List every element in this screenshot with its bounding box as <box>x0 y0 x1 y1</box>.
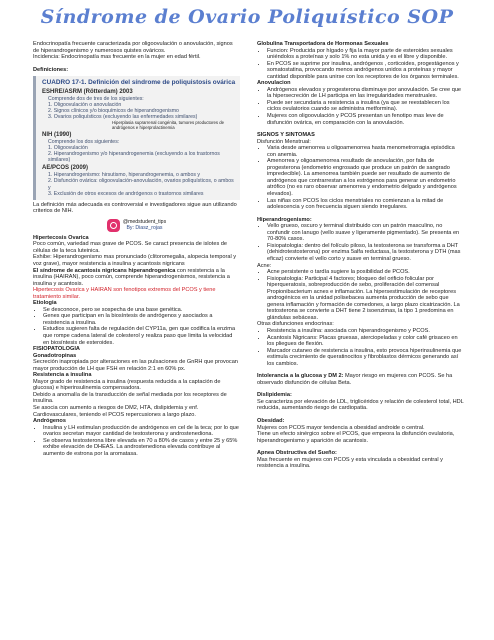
paragraph: Mas frecuente en mujeres con PCOS y esta vinculada a obesidad central y resistencia a insulina. <box>257 456 443 470</box>
list-item: • Insulina y LH estimulan producción de andrógenos en cel de la teca; por lo que ovarios secretan mayor cantidad de testosterona y androstenediona. <box>43 425 240 438</box>
criteria-item: 1. Oligoovulación o anovulación <box>48 101 122 108</box>
bullet-list <box>33 307 240 346</box>
left-column <box>33 41 240 457</box>
list-item: • Se observa testosterona libre elevada en 70 a 80% de casos y entre 25 y 65% exhibe elevación de DHEAS. La androstenediona elevada contribuye al aumento de estrona por la aromatasa. <box>43 438 240 458</box>
section-heading: Globulina Transportadora de Hormonas Sexuales <box>257 41 389 47</box>
subsection-heading: Resistencia a insulina <box>33 372 92 379</box>
bullet-list <box>257 223 464 262</box>
section-heading: Etiologia <box>33 300 57 307</box>
subsection-heading: Otras disfunciones endocrinas: <box>257 321 334 328</box>
paragraph: Se caracteriza por elevación de LDL, triglicéridos y relación de colesterol total, HDL reducida, aumentando riesgo de cardiopatia. <box>257 398 464 412</box>
criteria-lead: Comprende dos de tres de los siguientes: <box>48 95 144 102</box>
list-item: • Puede ser secundaria a resistencia a insulina (ya que se reestablecen los ciclos ovulatorios cuando se administra metformina). <box>267 100 464 113</box>
criteria-item: 1. Hiperandrogenismo: hirsutismo, hiperandrogenemia, o ambos y <box>48 172 200 179</box>
list-item: • Fisiopatologia: dentro del folículo piloso, la testosterona se transforma a DHT (dehidrotestosterona) por enzima 5alfa reductasa, la testosterona y DTH (mas eficaz) convierte el vello corto y suave en terminal grueso. <box>267 243 464 263</box>
criteria-item: 3. Exclusión de otros excesos de andrógenos o trastornos similares <box>48 190 204 197</box>
glucose-paragraph: Intolerancia a la glucosa y DM 2: Mayor riesgo en mujeres con PCOS. Se ha observado disfunción de células Beta. <box>257 373 453 386</box>
bullet-list <box>257 269 464 321</box>
criteria-nih: NIH (1990) <box>42 131 72 138</box>
paragraph: Mujeres con PCOS mayor tendencia a obesidad androide o central. <box>257 424 425 431</box>
section-heading: Anovulacion <box>257 80 291 87</box>
list-item: • Amenorrea y oligoamenorrea resultado de anovulación, por falta de progesterona (endometrio engrosado que produce un patrón de sangrado impredecible). La amenorrea también puede ser resultado de aumento de andrógenos que contrarrestan a los estrógenos para generar un endometrio atrófico (no es raro observar amenorrea y endometrio delgado y andrógenos elevados). <box>267 158 464 197</box>
handwritten-note: Hiperplasia suprarrenal congénita, tumores productores de andrógenos e hiperprolactinemia <box>112 119 225 130</box>
subsection-heading: Andrógenos <box>33 418 66 425</box>
paragraph: Secreción inapropiada por alteraciones en las pulsaciones de GnRH que provocan mayor producción de LH que FSH en relación 2:1 en 60% px. <box>33 359 238 372</box>
instagram-handle: @medstudent_tips <box>122 219 167 226</box>
intro-paragraph: Endocrinopatía frecuente caracterizada por oligoovulación o anovulación, signos de hiperandrogenismo y numerosos quistes ováricos. <box>33 41 233 54</box>
subsection-heading: Disfunción Menstrual: <box>257 138 311 145</box>
list-item: • Se desconoce, pero se sospecha de una base genética. <box>43 307 240 314</box>
paragraph: Mayor grado de resistencia a insulina (respuesta reducida a la captación de glucosa) e hiperinsulinemia compensadora. <box>33 378 221 392</box>
page-title: Síndrome de Ovario Poliquístico SOP <box>40 6 454 28</box>
table-title: CUADRO 17-1. Definición del síndrome de poliquistosis ovárica <box>42 79 236 87</box>
list-item: • Mujeres con oligoovulación y PCOS presentan un fenotipo mas leve de disfunción ovárica, en comparación con la anovulación. <box>267 113 464 126</box>
list-item: • Genes que participan en la biosíntesis de andrógenos y asociados a resistencia a insulina. <box>43 313 240 326</box>
criteria-lead: Comprende los dos siguientes: <box>48 138 120 145</box>
list-item: • Acne persistente o tardía sugiere la posibilidad de PCOS. <box>267 269 464 276</box>
list-item: • En PCOS se suprime por insulina, andrógenos , corticoides, progestágenos y somatostatina, provocando menos andrógenos unidos a proteínas y mayor cantidad disponible para unirse con los receptores de los órganos terminales. <box>267 61 464 81</box>
criteria-item: 3. Ovarios poliquísticos (excluyendo las enfermedades similares) <box>48 113 198 120</box>
criteria-item: 2. Hiperandrogenismo y/o hiperandrogenemia (excluyendo a los trastornos similares) <box>48 151 220 164</box>
list-item: • Acantosis Nigricans: Placas gruesas, aterciopeladas y color café grisaceo en los pliegues de flexión. <box>267 335 464 348</box>
criteria-item: 1. Oligoovulación <box>48 145 88 152</box>
section-heading: Obesidad: <box>257 417 285 424</box>
definition-table <box>33 76 240 200</box>
section-heading: FISIOPATOLOGIA <box>33 346 80 353</box>
list-item: • Las niñas con PCOS los ciclos menstriales no comienzan a la mitad de adolescencia y con frecuencia siguen siendo irregulares. <box>267 198 464 211</box>
section-heading: Apnea Obstructiva del Sueño: <box>257 450 337 457</box>
criteria-ae-pcos: AE/PCOS (2009) <box>42 165 89 172</box>
paragraph: Exhibe: Hiperandrogenismo mas pronunciado (clitoromegalia, alopecia temporal y voz grave), mayor resistencia a insulina y acantosis nigricans <box>33 254 237 267</box>
bullet-list <box>257 328 464 367</box>
right-column <box>257 41 464 470</box>
subsection-heading: Acne: <box>257 262 272 269</box>
bullet-list <box>257 48 464 81</box>
incidence-paragraph: Incidencia: Endocrinopatía mas frecuente en la mujer en edad fértil. <box>33 54 201 61</box>
paragraph: Se asocia con aumento a riesgos de DM2, HTA, dislipidemia y enf. Cardiovasculares, teniendo el PCOS repercusiones a largo plazo. <box>33 405 199 418</box>
paragraph: Poco común, variedad mas grave de PCOS. Se caract presencia de islotes de células de la teca luteinica. <box>33 241 228 254</box>
subsection-heading: Gonadotropinas <box>33 352 77 359</box>
criteria-item: 2. Signos clínicos y/o bioquímicos de hiperandrogenismo <box>48 107 179 114</box>
section-heading: Hipertecosis Ovarica <box>33 234 89 241</box>
list-item: • Resistencia a insulina: asociada con hiperandrogenismo y PCOS. <box>267 328 464 335</box>
acantosis-paragraph: El síndrome de acantosis nigricans hiperandrogenica con resistencia a la insulina (HAIRAN), poco común, comprende hiperandrogenismos, resistencia a insulina y acantosis. <box>33 267 230 287</box>
list-item: • Andrógenos elevados y progesterona disminuye por anovulación. Se cree que la hipersecreción de LH participa en las irregularidades menstruales. <box>267 87 464 100</box>
author-credit: By: Diasz_rojas <box>126 225 163 232</box>
section-heading: SIGNOS Y SINTOMAS <box>257 132 315 139</box>
list-item: • Marcador cutaneo de resistencia a insulina, esto provoca hiperinsulinemia que estimula crecimiento de queratinocitos y fibroblastos dérmicos generando así los cambios. <box>267 348 464 368</box>
section-heading: Dislipidemia: <box>257 392 292 399</box>
bullet-list <box>257 87 464 126</box>
section-heading: Hiperandrogenismo: <box>257 216 312 223</box>
bullet-list <box>257 145 464 210</box>
list-item: • Funcion: Producida por hígado y fija la mayor parte de esteroides sexuales uniéndolos a proteínas y solo 1% no esta unida y es el libre y disponible. <box>267 48 464 61</box>
paragraph: Debido a anomalía de la transducción de señal mediada por los receptores de insulina. <box>33 391 227 405</box>
definition-note: La definición más adecuada es controversial e investigadores sigue aun utilizando criterios de NIH. <box>33 201 237 215</box>
list-item: • Vello grueso, oscuro y terminal distribuido con un patrón masculino, no confundir con lanugo (vello suave y ligeramente pigmentado). Se presenta en 70-80% casos. <box>267 223 464 243</box>
criteria-rotterdam: ESHRE/ASRM (Rötterdam) 2003 <box>42 88 133 95</box>
criteria-item: 2. Disfunción ovárica: oligoovulación-anovulación, ovarios poliquísticos, o ambos y <box>48 178 234 191</box>
instagram-icon <box>107 219 120 232</box>
list-item: • Fisiopatologia: Participal 4 factores; bloqueo del orificio folicular por hiperqueratosis, sobreproducción de sebo, proliferación del comensal Propionibacterium acnes e inflamación. La hipersestimulación de receptores androgénicos en la unidad polisebacea aumenta producción de sebo que genera inflamación y formación de comedones, a largo plazo cicatrización. La testosterona se convierte a DHT tiene 2 isoenzimas, la tipo 1 predomina en glándulas sebáceas. <box>267 276 464 322</box>
paragraph: Tiene un efecto sinérgico sobre el PCOS, que empeora la disfunción ovulatoria, hiperandrogenismo y aparición de acantosis. <box>257 431 455 444</box>
list-item: • Estudios sugieren falta de regulación del CYP11a, gen que codifica la enzima que rompe cadena lateral de colesterol y realiza paso que limita la velocidad en biosíntesis de esteroides. <box>43 326 240 346</box>
list-item: • Varia desde amenorrea u oligoamenorrea hasta menometrorragia episódica con anemia. <box>267 145 464 158</box>
red-highlight-note: Hipertecosis Ovarica y HAIRAN son fenotipos extremos del PCOS y tiene tratamiento similar. <box>33 287 216 300</box>
bullet-list <box>33 425 240 458</box>
instagram-credit <box>33 219 240 232</box>
definitions-heading: Definiciones: <box>33 66 69 73</box>
